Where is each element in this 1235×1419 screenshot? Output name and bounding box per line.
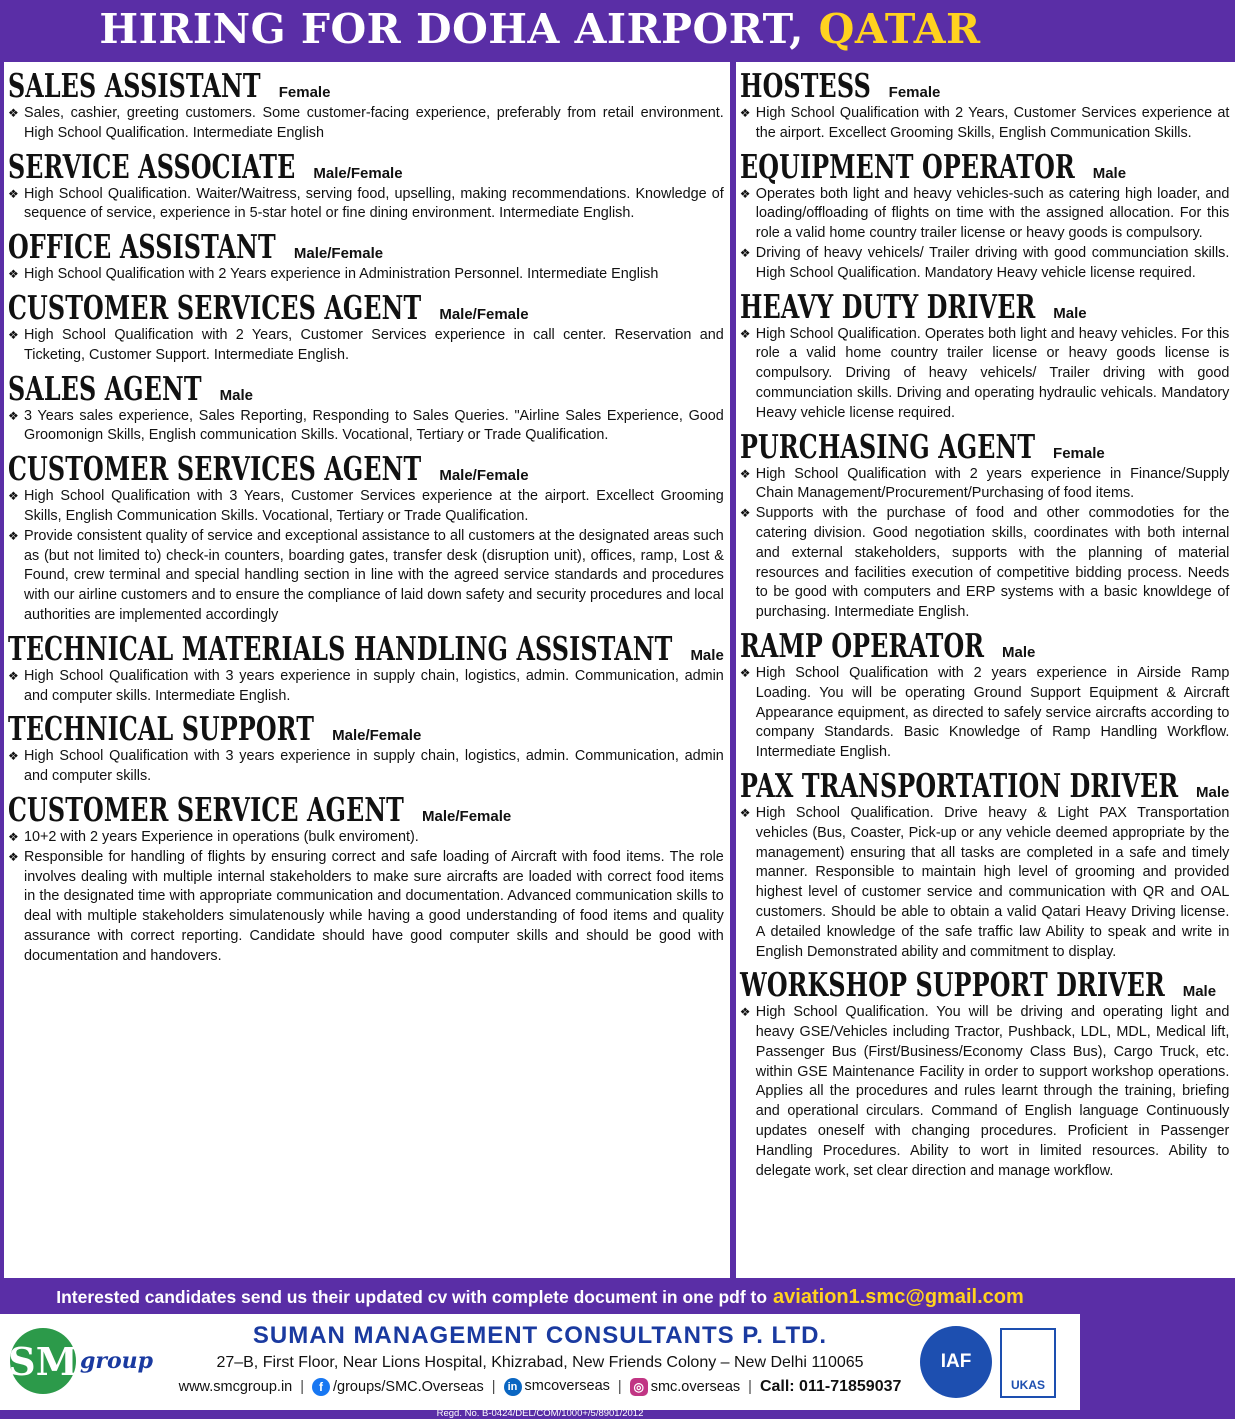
- job-title: PAX TRANSPORTATION DRIVER: [739, 765, 1179, 805]
- divider: |: [491, 1379, 496, 1395]
- job-header: [8, 789, 724, 829]
- diamond-bullet-icon: ❖: [739, 1005, 751, 1020]
- job-title: SALES ASSISTANT: [8, 66, 261, 105]
- job-listing: [739, 625, 1230, 763]
- job-listing: [8, 628, 724, 707]
- job-listing: [8, 287, 724, 366]
- left-column: [4, 62, 730, 1278]
- job-requirement: [8, 326, 724, 366]
- website-link[interactable]: www.smcgroup.in: [178, 1379, 293, 1395]
- requirement-text: High School Qualification with 2 years experience in Finance/Supply Chain Management/Procurement/Purchasing of food items.: [755, 465, 1230, 502]
- job-title: HEAVY DUTY DRIVER: [739, 286, 1036, 326]
- requirement-text: High School Qualification. Operates both light and heavy vehicles. For this role a valid home country trailer license or heavy goods license is compulsory. Driving of heavy vehicels/ Trailer driving with good communciation skills. Driving and operating hydraulic vehicals. Mandatory Heavy vehicle license required.: [755, 325, 1230, 421]
- job-header: [739, 426, 1230, 466]
- instagram-link[interactable]: [630, 1378, 740, 1396]
- job-requirement: [740, 325, 1230, 424]
- job-listing: [8, 711, 724, 787]
- job-header: [740, 967, 1230, 1003]
- job-requirement: [8, 407, 724, 447]
- apply-email-link[interactable]: aviation1.smc@gmail.com: [773, 1285, 1024, 1308]
- diamond-bullet-icon: ❖: [8, 186, 19, 201]
- job-gender: Male/Female: [422, 807, 512, 825]
- iaf-cert-badge: IAF: [920, 1326, 992, 1398]
- job-title: OFFICE ASSISTANT: [8, 227, 276, 267]
- job-title: WORKSHOP SUPPORT DRIVER: [739, 965, 1165, 1005]
- requirement-text: Driving of heavy vehicels/ Trailer driving with good communciation skills. High School Qualification. Mandatory Heavy vehicle license required.: [755, 244, 1230, 281]
- job-gender: Male: [1002, 643, 1036, 661]
- requirement-text: Responsible for handling of flights by ensuring correct and safe loading of Aircraft with food items. The role involves dealing with multiple internal stakeholders to make sure aircrafts are loaded with correct food items in the designated time with appropriate communication and documentation. Advanced communication skills to deal with multiple stakeholders simulatenously while having a good understanding of food items and quality assurance with correct reporting. Candidate should have good computer skills and should be good with documentation and handovers.: [24, 848, 724, 964]
- diamond-bullet-icon: ❖: [8, 267, 19, 282]
- requirement-text: 3 Years sales experience, Sales Reporting, Responding to Sales Queries. "Airline Sales Experience, Good Groomonign Skills, English communication Skills. Vocational, Tertiary or Trade Qualification.: [24, 407, 724, 444]
- job-gender: Female: [1053, 444, 1105, 462]
- requirement-text: High School Qualification. You will be driving and operating light and heavy GSE/Vehicles including Tractor, Pushback, LDL, MDL, Medical lift, Passenger Bus (First/Business/Economy Class Bus), Cargo Truck, etc. within GSE Maintenance Facility in order to support workshop operations. Applies all the procedures and rules learnt through the training, briefing and operational circulars. Command of English language Continuously updates oneself with changing procedures. Proficient in Passenger Handling Procedures. Ability to wort in limited resources. Ability to delegate work, set clear direction and manage workflow.: [755, 1004, 1230, 1179]
- job-gender: Male/Female: [293, 245, 384, 263]
- job-requirement: [8, 265, 724, 285]
- title-main: HIRING FOR DOHA AIRPORT,: [99, 5, 804, 53]
- job-title: CUSTOMER SERVICES AGENT: [8, 287, 422, 327]
- requirement-text: High School Qualification. Waiter/Waitress, serving food, upselling, making recommendations. Knowledge of sequence of service, experience in 5-star hotel or fine dining environment. Intermediate English.: [24, 185, 724, 222]
- diamond-bullet-icon: ❖: [739, 466, 751, 481]
- divider: |: [748, 1379, 752, 1395]
- job-title: PURCHASING AGENT: [739, 426, 1036, 466]
- company-contacts: [170, 1378, 910, 1396]
- diamond-bullet-icon: ❖: [739, 506, 751, 521]
- company-logo: [10, 1328, 165, 1394]
- diamond-bullet-icon: ❖: [8, 668, 19, 683]
- job-gender: Male: [1092, 164, 1127, 182]
- job-requirement: [740, 1003, 1230, 1181]
- job-requirement: [740, 104, 1230, 144]
- job-header: [8, 711, 724, 747]
- job-header: [8, 451, 724, 487]
- job-title: SERVICE ASSOCIATE: [8, 146, 296, 186]
- job-gender: Male: [690, 646, 724, 664]
- jobs-area: [4, 62, 1230, 1278]
- job-gender: Male: [1053, 304, 1087, 322]
- job-gender: Female: [278, 84, 331, 101]
- requirement-text: High School Qualification with 2 Years, Customer Services experience at the airport. Excellect Grooming Skills, English Communication Skills.: [755, 105, 1230, 141]
- diamond-bullet-icon: ❖: [739, 326, 751, 341]
- job-requirement: [8, 667, 724, 707]
- registration-number: Regd. No. B-0424/DEL/COM/1000+/5/8901/2012: [436, 1408, 644, 1419]
- job-requirement: [8, 527, 724, 626]
- job-listing: [739, 286, 1230, 424]
- requirement-text: Provide consistent quality of service and exceptional assistance to all customers at the designated areas such as (but not limited to) check-in counters, boarding gates, transfer desk (disruption unit), offices, ramp, Lost & Found, crew terminal and special handling section in line with the agreed service standards and procedures with our airline customers and to ensure the compliance of laid down safety and security procedures and local authorities are implemented accordingly: [24, 527, 724, 623]
- apply-bar: [0, 1282, 1080, 1312]
- requirement-text: High School Qualification with 3 years experience in supply chain, logistics, admin. Communication, admin and computer skills.: [24, 748, 724, 785]
- diamond-bullet-icon: ❖: [739, 665, 751, 680]
- instagram-icon: ◎: [630, 1378, 648, 1396]
- diamond-bullet-icon: ❖: [739, 245, 751, 260]
- diamond-bullet-icon: ❖: [739, 805, 751, 820]
- facebook-icon: f: [312, 1378, 330, 1396]
- logo-word: group: [80, 1348, 154, 1374]
- job-title: CUSTOMER SERVICES AGENT: [8, 449, 422, 489]
- diamond-bullet-icon: ❖: [8, 408, 19, 423]
- job-header: [739, 625, 1230, 665]
- job-listing: [8, 68, 724, 144]
- job-header: [740, 68, 1230, 104]
- facebook-label: /groups/SMC.Overseas: [333, 1379, 484, 1395]
- requirement-text: High School Qualification with 2 Years experience in Administration Personnel. Intermediate English: [24, 266, 659, 283]
- job-title: TECHNICAL MATERIALS HANDLING ASSISTANT: [8, 628, 673, 668]
- job-requirement: [740, 664, 1230, 763]
- job-listing: [739, 765, 1230, 962]
- requirement-text: High School Qualification with 3 years experience in supply chain, logistics, admin. Communication, admin and computer skills. Intermediate English.: [24, 667, 724, 704]
- job-requirement: [8, 104, 724, 144]
- job-title: TECHNICAL SUPPORT: [8, 709, 315, 749]
- job-header: [739, 146, 1230, 186]
- diamond-bullet-icon: ❖: [8, 528, 19, 543]
- diamond-bullet-icon: ❖: [739, 106, 751, 120]
- diamond-bullet-icon: ❖: [8, 106, 19, 120]
- requirement-text: High School Qualification with 3 Years, Customer Services experience at the airport. Excellect Grooming Skills, English Communication Skills. Vocational, Tertiary or Trade Qualification.: [24, 488, 724, 524]
- job-header: [739, 765, 1230, 805]
- job-listing: [740, 68, 1230, 144]
- job-title: SALES AGENT: [8, 368, 202, 408]
- job-header: [8, 287, 724, 327]
- diamond-bullet-icon: ❖: [8, 749, 19, 764]
- job-gender: Male: [1195, 783, 1230, 801]
- job-listing: [740, 967, 1230, 1181]
- requirement-text: High School Qualification with 2 Years, Customer Services experience in call center. Reservation and Ticketing, Customer Support. Intermediate English.: [24, 326, 724, 363]
- company-name: SUMAN MANAGEMENT CONSULTANTS P. LTD.: [252, 1322, 828, 1349]
- requirement-text: Supports with the purchase of food and other commodoties for the catering division. Good negotiation skills, coordinates with both internal and external stakeholders, supports with the planning of material resources and facilities execution of competitive bidding process. Needs to be good with computers and ERP systems with a basic knowldege of purchasing. Intermediate English.: [755, 505, 1230, 621]
- requirement-text: Sales, cashier, greeting customers. Some customer-facing experience, preferably from retail environment. High School Qualification. Intermediate English: [24, 105, 724, 141]
- job-gender: Male/Female: [313, 164, 403, 182]
- job-gender: Male/Female: [332, 727, 422, 745]
- job-requirement: [740, 504, 1230, 623]
- job-header: [8, 368, 724, 408]
- job-requirement: [8, 828, 724, 848]
- job-title: HOSTESS: [739, 66, 871, 105]
- job-listing: [8, 451, 724, 626]
- company-panel: [0, 1314, 1080, 1410]
- requirement-text: High School Qualification with 2 years experience in Airside Ramp Loading. You will be operating Ground Support Equipment & Aircraft Appearance equipment, as directed to safely service aircrafts according to company Standards. Basic Knowledge of Ramp Handling Workflow. Intermediate English.: [755, 664, 1230, 761]
- job-listing: [8, 789, 724, 967]
- job-listing: [739, 146, 1230, 284]
- linkedin-label: smcoverseas: [524, 1378, 610, 1394]
- diamond-bullet-icon: ❖: [8, 849, 19, 864]
- job-requirement: [8, 747, 724, 787]
- job-header: [739, 286, 1230, 326]
- title-highlight: QATAR: [818, 5, 981, 53]
- divider: |: [617, 1379, 622, 1395]
- job-requirement: [740, 185, 1230, 244]
- requirement-text: High School Qualification. Drive heavy & Light PAX Transportation vehicles (Bus, Coaster, Pick-up or any vehicle deemed appropriate by the management) ensuring that all tasks are completed in a safe and timely manner. Responsible to maintain high level of grooming and provided highest level of customer service and communication with QR and OAL customers. Should be able to obtain a valid Qatari Heavy Driving license. A detailed knowledge of the safe traffic law Ability to speak and write in English Demonstrated ability and commitment to display.: [755, 804, 1230, 960]
- job-listing: [739, 426, 1230, 623]
- job-listing: [8, 229, 724, 285]
- job-gender: Male/Female: [439, 305, 529, 323]
- ukas-cert-badge: UKAS: [1000, 1328, 1056, 1398]
- job-gender: Female: [888, 84, 941, 101]
- job-header: [8, 68, 724, 104]
- diamond-bullet-icon: ❖: [739, 186, 751, 201]
- job-listing: [8, 146, 724, 225]
- job-requirement: [8, 487, 724, 527]
- job-title: RAMP OPERATOR: [739, 625, 984, 665]
- job-requirement: [740, 804, 1230, 962]
- job-header: [8, 628, 724, 668]
- right-column: [736, 62, 1235, 1278]
- requirement-text: 10+2 with 2 years Experience in operations (bulk enviroment).: [24, 828, 419, 845]
- job-requirement: [740, 244, 1230, 284]
- phone-number[interactable]: Call: 011-71859037: [759, 1378, 902, 1395]
- job-requirement: [740, 465, 1230, 505]
- flyer-title: [99, 5, 980, 53]
- job-gender: Male: [1182, 983, 1217, 1001]
- job-title: EQUIPMENT OPERATOR: [739, 146, 1075, 186]
- apply-text: Interested candidates send us their updated cv with complete document in one pdf to: [56, 1286, 768, 1307]
- divider: |: [300, 1379, 305, 1395]
- diamond-bullet-icon: ❖: [8, 829, 19, 844]
- linkedin-icon: in: [504, 1378, 522, 1396]
- facebook-link[interactable]: [312, 1378, 484, 1396]
- job-title: CUSTOMER SERVICE AGENT: [8, 789, 405, 829]
- requirement-text: Operates both light and heavy vehicles-such as catering high loader, and loading/offloading of flights on time with the assigned allocation. For this role a valid home country trailer license or heavy goods is compulsory.: [755, 185, 1230, 242]
- job-header: [8, 229, 724, 265]
- job-header: [8, 146, 724, 186]
- job-listing: [8, 368, 724, 447]
- company-address: 27–B, First Floor, Near Lions Hospital, Khizrabad, New Friends Colony – New Delhi 110065: [216, 1354, 864, 1371]
- linkedin-link[interactable]: [504, 1378, 610, 1396]
- job-requirement: [8, 185, 724, 225]
- diamond-bullet-icon: ❖: [8, 327, 19, 342]
- job-requirement: [8, 848, 724, 967]
- instagram-label: smc.overseas: [650, 1379, 741, 1395]
- logo-mark: SM: [10, 1328, 76, 1394]
- diamond-bullet-icon: ❖: [8, 489, 19, 504]
- flyer-header: [0, 0, 1080, 58]
- job-gender: Male/Female: [439, 467, 529, 485]
- job-gender: Male: [219, 386, 254, 404]
